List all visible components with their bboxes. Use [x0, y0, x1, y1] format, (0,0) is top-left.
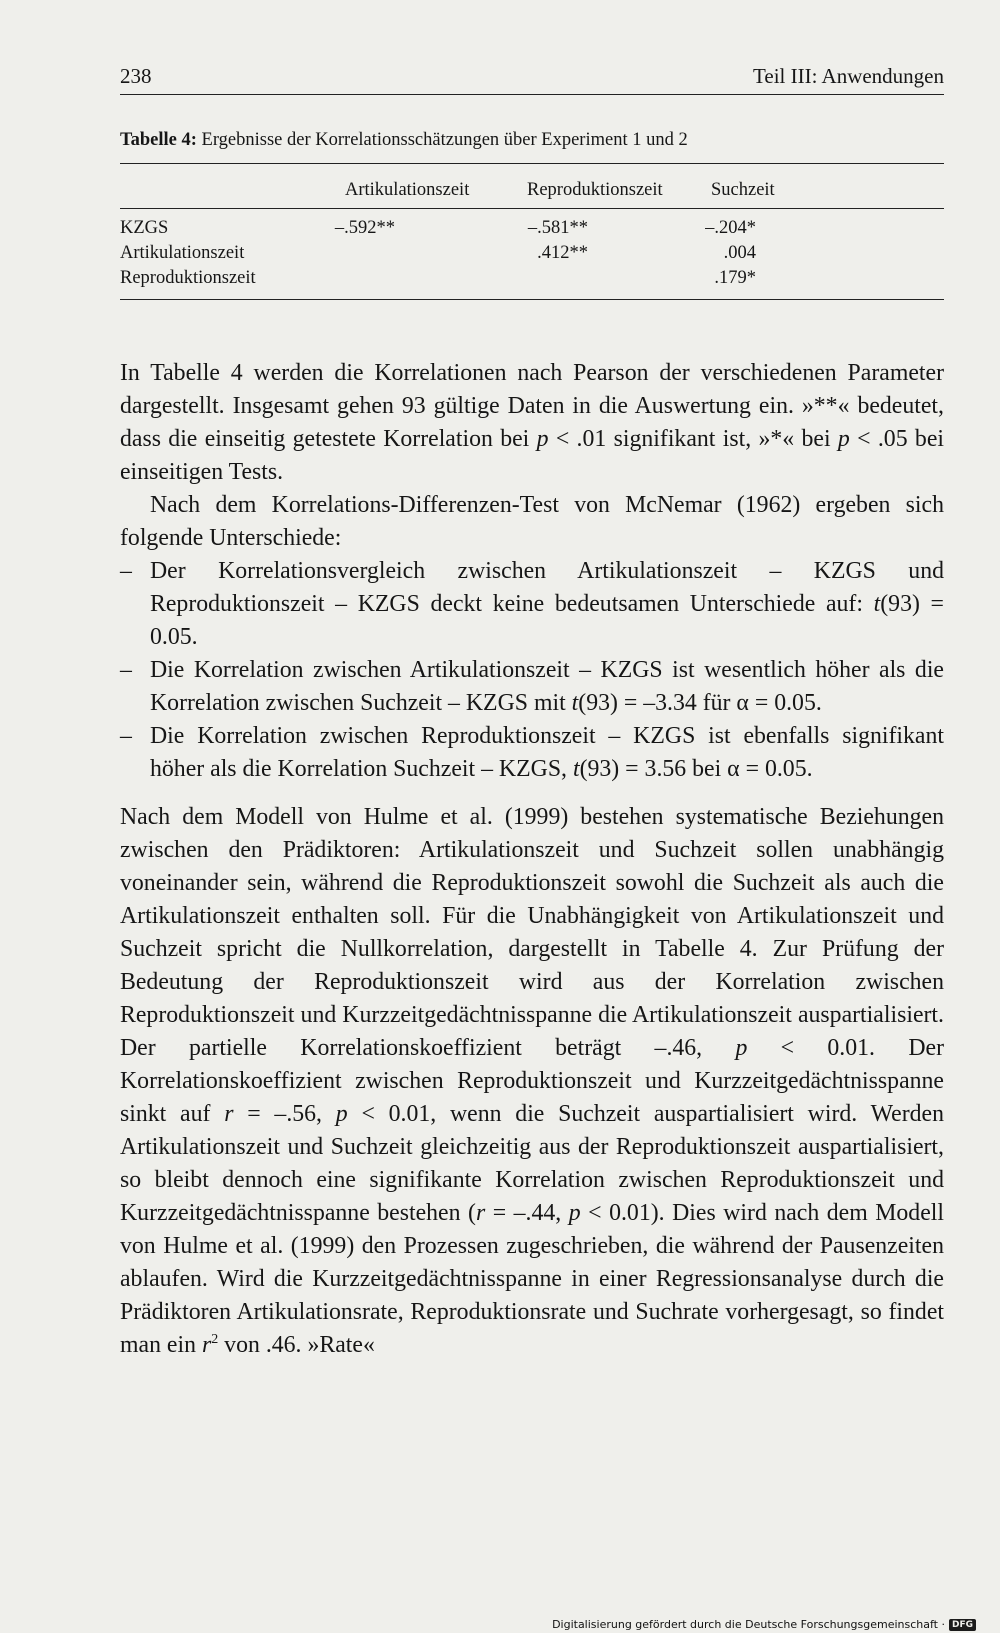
bullet-list [120, 555, 944, 786]
table-bottom-rule [120, 299, 944, 300]
table-cell: –.581** [527, 218, 588, 238]
table-caption-label: Tabelle 4: [120, 130, 197, 150]
footer-text: Digitalisierung gefördert durch die Deutsche Forschungsgemeinschaft · [552, 1618, 945, 1631]
body-text [120, 357, 944, 1362]
page-number: 238 [120, 64, 152, 88]
row-label-artikulationszeit: Artikulationszeit [120, 243, 245, 263]
paragraph: Nach dem Modell von Hulme et al. (1999) bestehen systematische Beziehungen zwischen den Prädiktoren: Artikulationszeit und Suchzeit sollen unabhängig voneinander sein, während die Reproduktionszeit sowohl die Suchzeit als auch die Artikulationszeit enthalten soll. Für die Unabhängigkeit von Artikulationszeit und Suchzeit spricht die Nullkorrelation, dargestellt in Tabelle 4. Zur Prüfung der Bedeutung der Reproduktionszeit wird aus der Korrelation zwischen Reproduktionszeit und Kurzzeitgedächtnisspanne die Artikulationszeit auspartialisiert. Der partielle Korrelationskoeffizient beträgt –.46, p < 0.01. Der Korrelationskoeffizient zwischen Reproduktionszeit und Kurzzeitgedächtnisspanne sinkt auf r = –.56, p < 0.01, wenn die Suchzeit auspartialisiert wird. Werden Artikulationszeit und Suchzeit gleichzeitig aus der Reproduktionszeit auspartialisiert, so bleibt dennoch eine signifikante Korrelation zwischen Reproduktionszeit und Kurzzeitgedächtnisspanne bestehen (r = –.44, p < 0.01). Dies wird nach dem Modell von Hulme et al. (1999) den Prozessen zugeschrieben, die während der Pausenzeiten ablaufen. Wird die Kurzzeitgedächtnisspanne in einer Regressionsanalyse durch die Prädiktoren Artikulationsrate, Reproduktionsrate und Suchrate vorhergesagt, so findet man ein $r^2$ von .46. »Rate« [120, 804, 944, 1358]
list-item: – Die Korrelation zwischen Artikulationszeit – KZGS ist wesentlich höher als die Korrelation zwischen Suchzeit – KZGS mit t(93) = –3.34 für α = 0.05. [120, 654, 944, 720]
paragraph: Nach dem Korrelations-Differenzen-Test von McNemar (1962) ergeben sich folgende Unterschiede: [120, 492, 944, 551]
list-item: – Die Korrelation zwischen Reproduktionszeit – KZGS ist ebenfalls signifikant höher als die Korrelation Suchzeit – KZGS, t(93) = 3.56 bei α = 0.05. [120, 720, 944, 786]
table-cell: .412** [537, 243, 588, 263]
paragraph: In Tabelle 4 werden die Korrelationen nach Pearson der verschiedenen Parameter dargestellt. Insgesamt gehen 93 gültige Daten in die Auswertung ein. »**« bedeutet, dass die einseitig getestete Korrelation bei p < .01 signifikant ist, »*« bei p < .05 bei einseitigen Tests. [120, 360, 944, 485]
column-header-artikulationszeit: Artikulationszeit [345, 180, 470, 200]
column-header-reproduktionszeit: Reproduktionszeit [527, 180, 663, 200]
running-head: Teil III: Anwendungen [753, 64, 944, 88]
table-cell: –.592** [334, 218, 395, 238]
table-top-rule [120, 163, 944, 164]
row-label-kzgs: KZGS [120, 218, 169, 238]
page-header [120, 60, 944, 95]
table-caption-text: Ergebnisse der Korrelationsschätzungen über Experiment 1 und 2 [196, 130, 688, 150]
table-cell: .179* [714, 268, 756, 288]
digitization-footer [552, 1618, 976, 1631]
table-cell: –.204* [705, 218, 756, 238]
table-cell: .004 [723, 243, 756, 263]
table-header-rule [120, 208, 944, 209]
list-item: – Der Korrelationsvergleich zwischen Artikulationszeit – KZGS und Reproduktionszeit – KZGS deckt keine bedeutsamen Unterschiede auf: t(93) = 0.05. [120, 555, 944, 654]
row-label-reproduktionszeit: Reproduktionszeit [120, 268, 256, 288]
dfg-logo-icon: DFG [949, 1619, 976, 1631]
table-caption [120, 130, 688, 151]
column-header-suchzeit: Suchzeit [711, 180, 775, 200]
